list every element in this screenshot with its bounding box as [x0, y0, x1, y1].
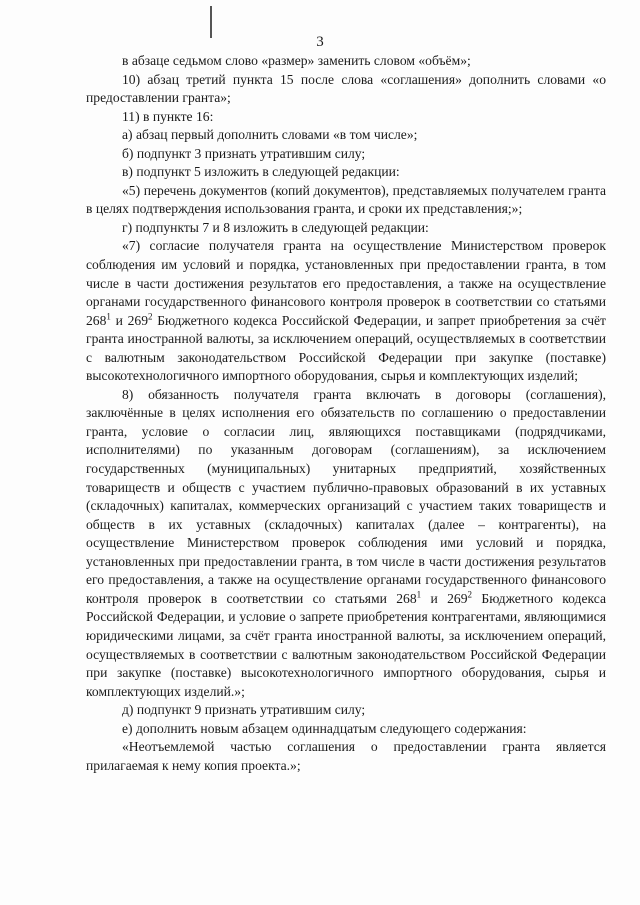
paragraph-9-part-b: и 269 [110, 312, 148, 328]
paragraph-10-part-c: Бюджетного кодекса Российской Федерации, и условие о запрете приобретения контрагентами, являющимися юридическими лицами, за счёт гранта иностранной валюты, за исключением операций, осуществляемых в соответствии с валютным законодательством Российской Федерации при закупке (поставке) высокотехнологичного импортного оборудования, сырья и комплектующих изделий.»; [86, 590, 606, 699]
paragraph-13: «Неотъемлемой частью соглашения о предоставлении гранта является прилагаемая к нему копия проекта.»; [86, 739, 606, 773]
paragraph-5: б) подпункт 3 признать утратившим силу; [122, 145, 366, 161]
paragraph-4: а) абзац первый дополнить словами «в том числе»; [122, 127, 418, 143]
superscript-1: 1 [416, 589, 422, 600]
paragraph-6: в) подпункт 5 изложить в следующей редакции: [122, 164, 400, 180]
paragraph-10-part-a: 8) обязанность получателя гранта включать в договоры (соглашения), заключённые в целях исполнения его обязательств по соглашению о предоставлении гранта, условие о согласии лиц, являющихся поставщиками (подрядчиками, исполнителями) по указанным договорам (соглашениям), за исключением государственных (муниципальных) унитарных предприятий, хозяйственных товариществ и обществ с участием публично-правовых образований в их уставных (складочных) капиталах, коммерческих организаций с участием таких товариществ и обществ в их уставных (складочных) капиталах (далее – контрагенты), на осуществление Министерством проверок соблюдения ими условий и порядка, установленных при предоставлении гранта, в том числе в части достижения результатов его предоставления, а также на осуществление органами государственного финансового контроля проверок в соответствии со статьями 268 [86, 386, 606, 606]
paragraph-12: е) дополнить новым абзацем одиннадцатым следующего содержания: [122, 720, 527, 736]
superscript-2: 2 [467, 589, 473, 600]
paragraph-8: г) подпункты 7 и 8 изложить в следующей редакции: [122, 219, 429, 235]
page-number: 3 [316, 34, 324, 50]
paragraph-2: 10) абзац третий пункта 15 после слова «соглашения» дополнить словами «о предоставлении гранта»; [86, 71, 606, 106]
paragraph-9 [86, 237, 606, 385]
superscript-1: 1 [106, 311, 111, 322]
superscript-2: 2 [148, 311, 153, 322]
document-body [86, 52, 606, 775]
paragraph-9-part-a: «7) согласие получателя гранта на осуществление Министерством проверок соблюдения им условий и порядка, установленных при предоставлении гранта, в том числе в части достижения результатов его предоставления, а также на осуществление органами государственного финансового контроля проверок в соответствии со статьями 268 [86, 238, 606, 328]
paragraph-3: 11) в пункте 16: [122, 108, 214, 124]
paragraph-10-part-b: и 269 [421, 590, 468, 606]
paragraph-1: в абзаце седьмом слово «размер» заменить словом «объём»; [122, 53, 471, 68]
paragraph-7: «5) перечень документов (копий документов), представляемых получателем гранта в целях подтверждения использования гранта, и сроки их представления;»; [86, 182, 606, 217]
paragraph-9-part-c: Бюджетного кодекса Российской Федерации, и запрет приобретения за счёт гранта иностранной валюты, за исключением операций, осуществляемых в соответствии с валютным законодательством Российской Федерации при закупке (поставке) высокотехнологичного импортного оборудования, сырья и комплектующих изделий; [86, 312, 606, 384]
paragraph-11: д) подпункт 9 признать утратившим силу; [122, 702, 366, 718]
paragraph-10 [86, 386, 606, 701]
